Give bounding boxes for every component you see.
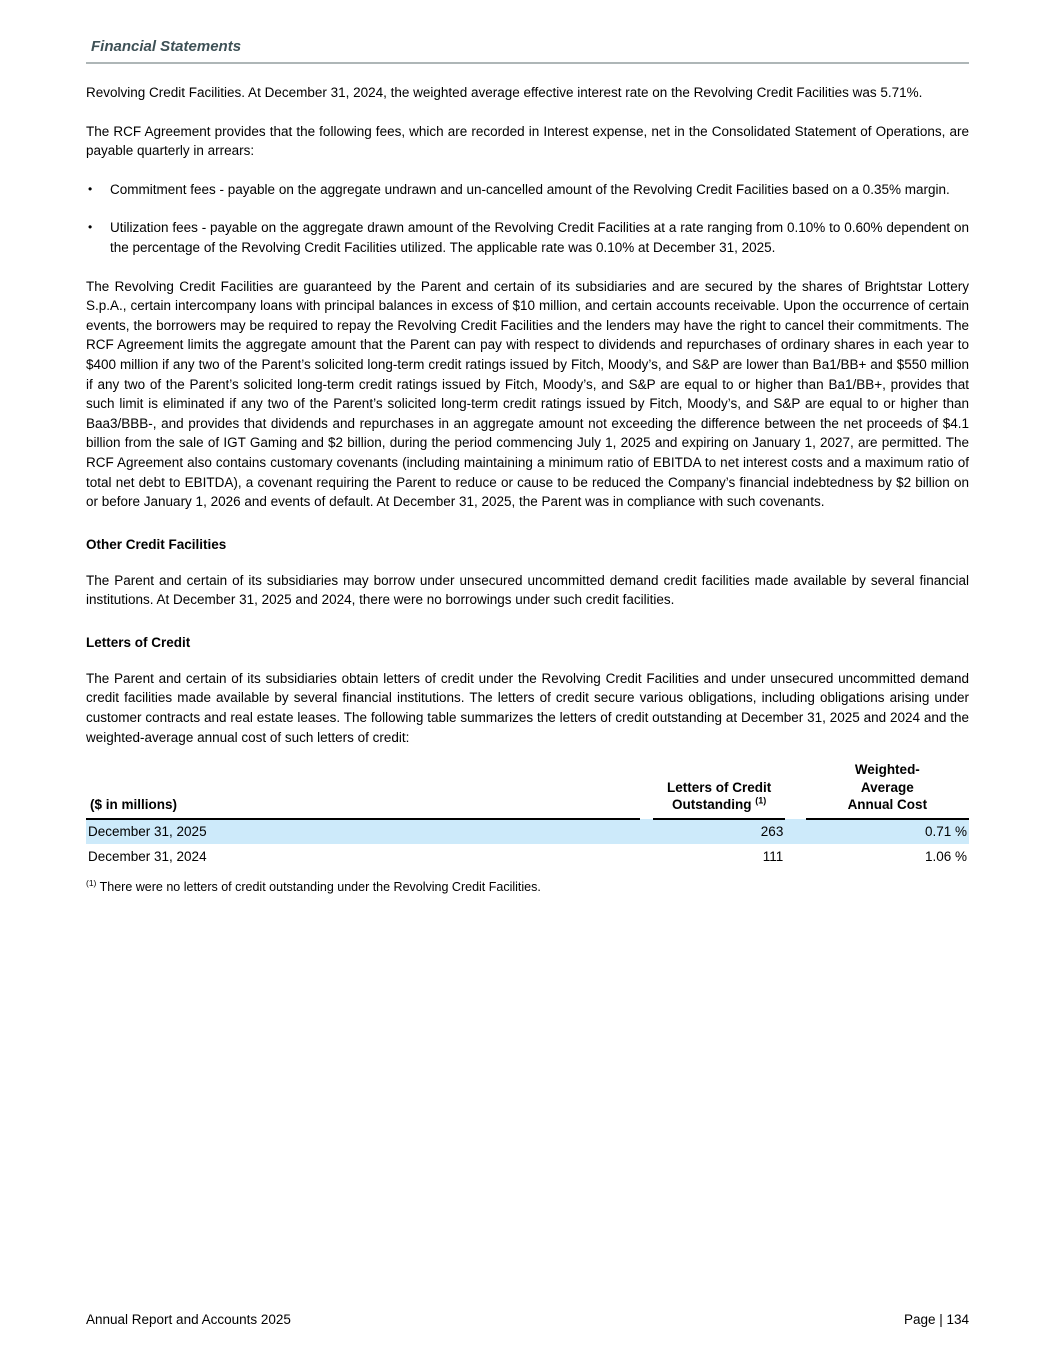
footnote-marker: (1) [86, 877, 97, 888]
footer-page-number: Page | 134 [903, 1312, 969, 1327]
column-header-line: Letters of Credit [666, 779, 772, 795]
header-rule [86, 62, 969, 64]
cell-annual-cost-2025: 0.71 % [806, 819, 969, 844]
paragraph-other-credit-facilities: The Parent and certain of its subsidiaries may borrow under unsecured uncommitted demand credit facilities made available by several financial institutions. At December 31, 2025 and 2024, there were no borrowings under such credit facilities. [86, 572, 969, 608]
footer-report-title: Annual Report and Accounts 2025 [86, 1312, 291, 1327]
table-footnote [86, 879, 969, 896]
cell-gap [640, 819, 653, 844]
column-header-letters-of-credit-outstanding [653, 761, 785, 819]
column-header-dollars-in-millions: ($ in millions) [86, 761, 640, 819]
document-header [86, 38, 969, 64]
paragraph-rcf-fees-intro: The RCF Agreement provides that the following fees, which are recorded in Interest expense, net in the Consolidated Statement of Operations, are payable quarterly in arrears: [86, 123, 969, 159]
table-row-december-31-2024 [86, 844, 969, 869]
row-label: December 31, 2024 [88, 848, 207, 864]
column-gap [640, 761, 653, 819]
footnote-text: There were no letters of credit outstanding under the Revolving Credit Facilities. [99, 879, 541, 894]
column-gap [785, 761, 805, 819]
section-heading-letters-of-credit: Letters of Credit [86, 634, 191, 650]
column-header-line: Annual Cost [847, 797, 928, 813]
fees-bullet-list [86, 180, 969, 258]
document-footer [86, 1312, 969, 1327]
page-title: Financial Statements [91, 38, 242, 55]
cell-gap [640, 844, 653, 869]
column-header-weighted-average-annual-cost [806, 761, 969, 819]
column-header-line: Weighted- [854, 762, 920, 778]
table-header-row [86, 761, 969, 819]
paragraph-revolving-credit-rate: Revolving Credit Facilities. At December 31, 2024, the weighted average effective interest rate on the Revolving Credit Facilities was 5.71%. [86, 85, 923, 100]
table-row-december-31-2025 [86, 819, 969, 844]
cell-gap [785, 844, 805, 869]
paragraph-guarantees-covenants: The Revolving Credit Facilities are guaranteed by the Parent and certain of its subsidiaries and are secured by the shares of Brightstar Lottery S.p.A., certain intercompany loans with principal balances in excess of $10 million, and certain accounts receivable. Upon the occurrence of certain events, the borrowers may be required to repay the Revolving Credit Facilities and the lenders may have the right to cancel their commitments. The RCF Agreement limits the aggregate amount that the Parent can pay with respect to dividends and repurchases of ordinary shares in each year to $400 million if any two of the Parent’s solicited long-term credit ratings issued by Fitch, Moody’s, and S&P are lower than Ba1/BB+ and $550 million if any two of the Parent’s solicited long-term credit ratings issued by Fitch, Moody’s, and S&P are equal to or higher than Ba1/BB+, provides that such limit is eliminated if any two of the Parent’s solicited long-term credit ratings issued by Fitch, Moody’s, and S&P are equal to or higher than Baa3/BBB-, and provides that dividends and repurchases in an aggregate amount not exceeding the difference between the net proceeds of $4.1 billion from the sale of IGT Gaming and $2 billion, during the period commencing July 1, 2025 and expiring on January 1, 2027, are permitted. The RCF Agreement also contains customary covenants (including maintaining a minimum ratio of EBITDA to net interest costs and a maximum ratio of total net debt to EBITDA), a covenant requiring the Parent to reduce or cause to be reduced the Company’s financial indebtedness by $2 billion on or before January 1, 2026 and events of default. At December 31, 2025, the Parent was in compliance with such covenants. [86, 278, 969, 510]
cell-outstanding-2025: 263 [653, 819, 785, 844]
paragraph-letters-of-credit: The Parent and certain of its subsidiaries obtain letters of credit under the Revolving Credit Facilities and under unsecured uncommitted demand credit facilities made available by several financial institutions. The letters of credit secure various obligations, including obligations arising under customer contracts and real estate leases. The following table summarizes the letters of credit outstanding at December 31, 2025 and 2024 and the weighted-average annual cost of such letters of credit: [86, 670, 969, 745]
bullet-text: Commitment fees - payable on the aggregate undrawn and un-cancelled amount of the Revolving Credit Facilities based on a 0.35% margin. [110, 181, 950, 197]
cell-gap [785, 819, 805, 844]
letters-of-credit-table [86, 761, 969, 869]
footnote-reference: (1) [755, 795, 767, 806]
bullet-icon: • [88, 220, 93, 235]
column-header-line: Average [860, 779, 914, 795]
bullet-item-commitment-fees [86, 180, 969, 200]
column-header-line: Outstanding $^{(1)}$ [671, 795, 767, 813]
bullet-item-utilization-fees [86, 218, 969, 257]
bullet-icon: • [88, 181, 93, 196]
row-label: December 31, 2025 [86, 819, 640, 844]
cell-outstanding-2024: 111 [762, 848, 784, 864]
section-heading-other-credit-facilities: Other Credit Facilities [86, 536, 227, 552]
bullet-text: Utilization fees - payable on the aggregate drawn amount of the Revolving Credit Facilities at a rate ranging from 0.10% to 0.60% dependent on the percentage of the Revolving Credit Facilities utilized. The applicable rate was 0.10% at December 31, 2025. [110, 220, 969, 255]
cell-annual-cost-2024: 1.06 % [924, 848, 967, 864]
